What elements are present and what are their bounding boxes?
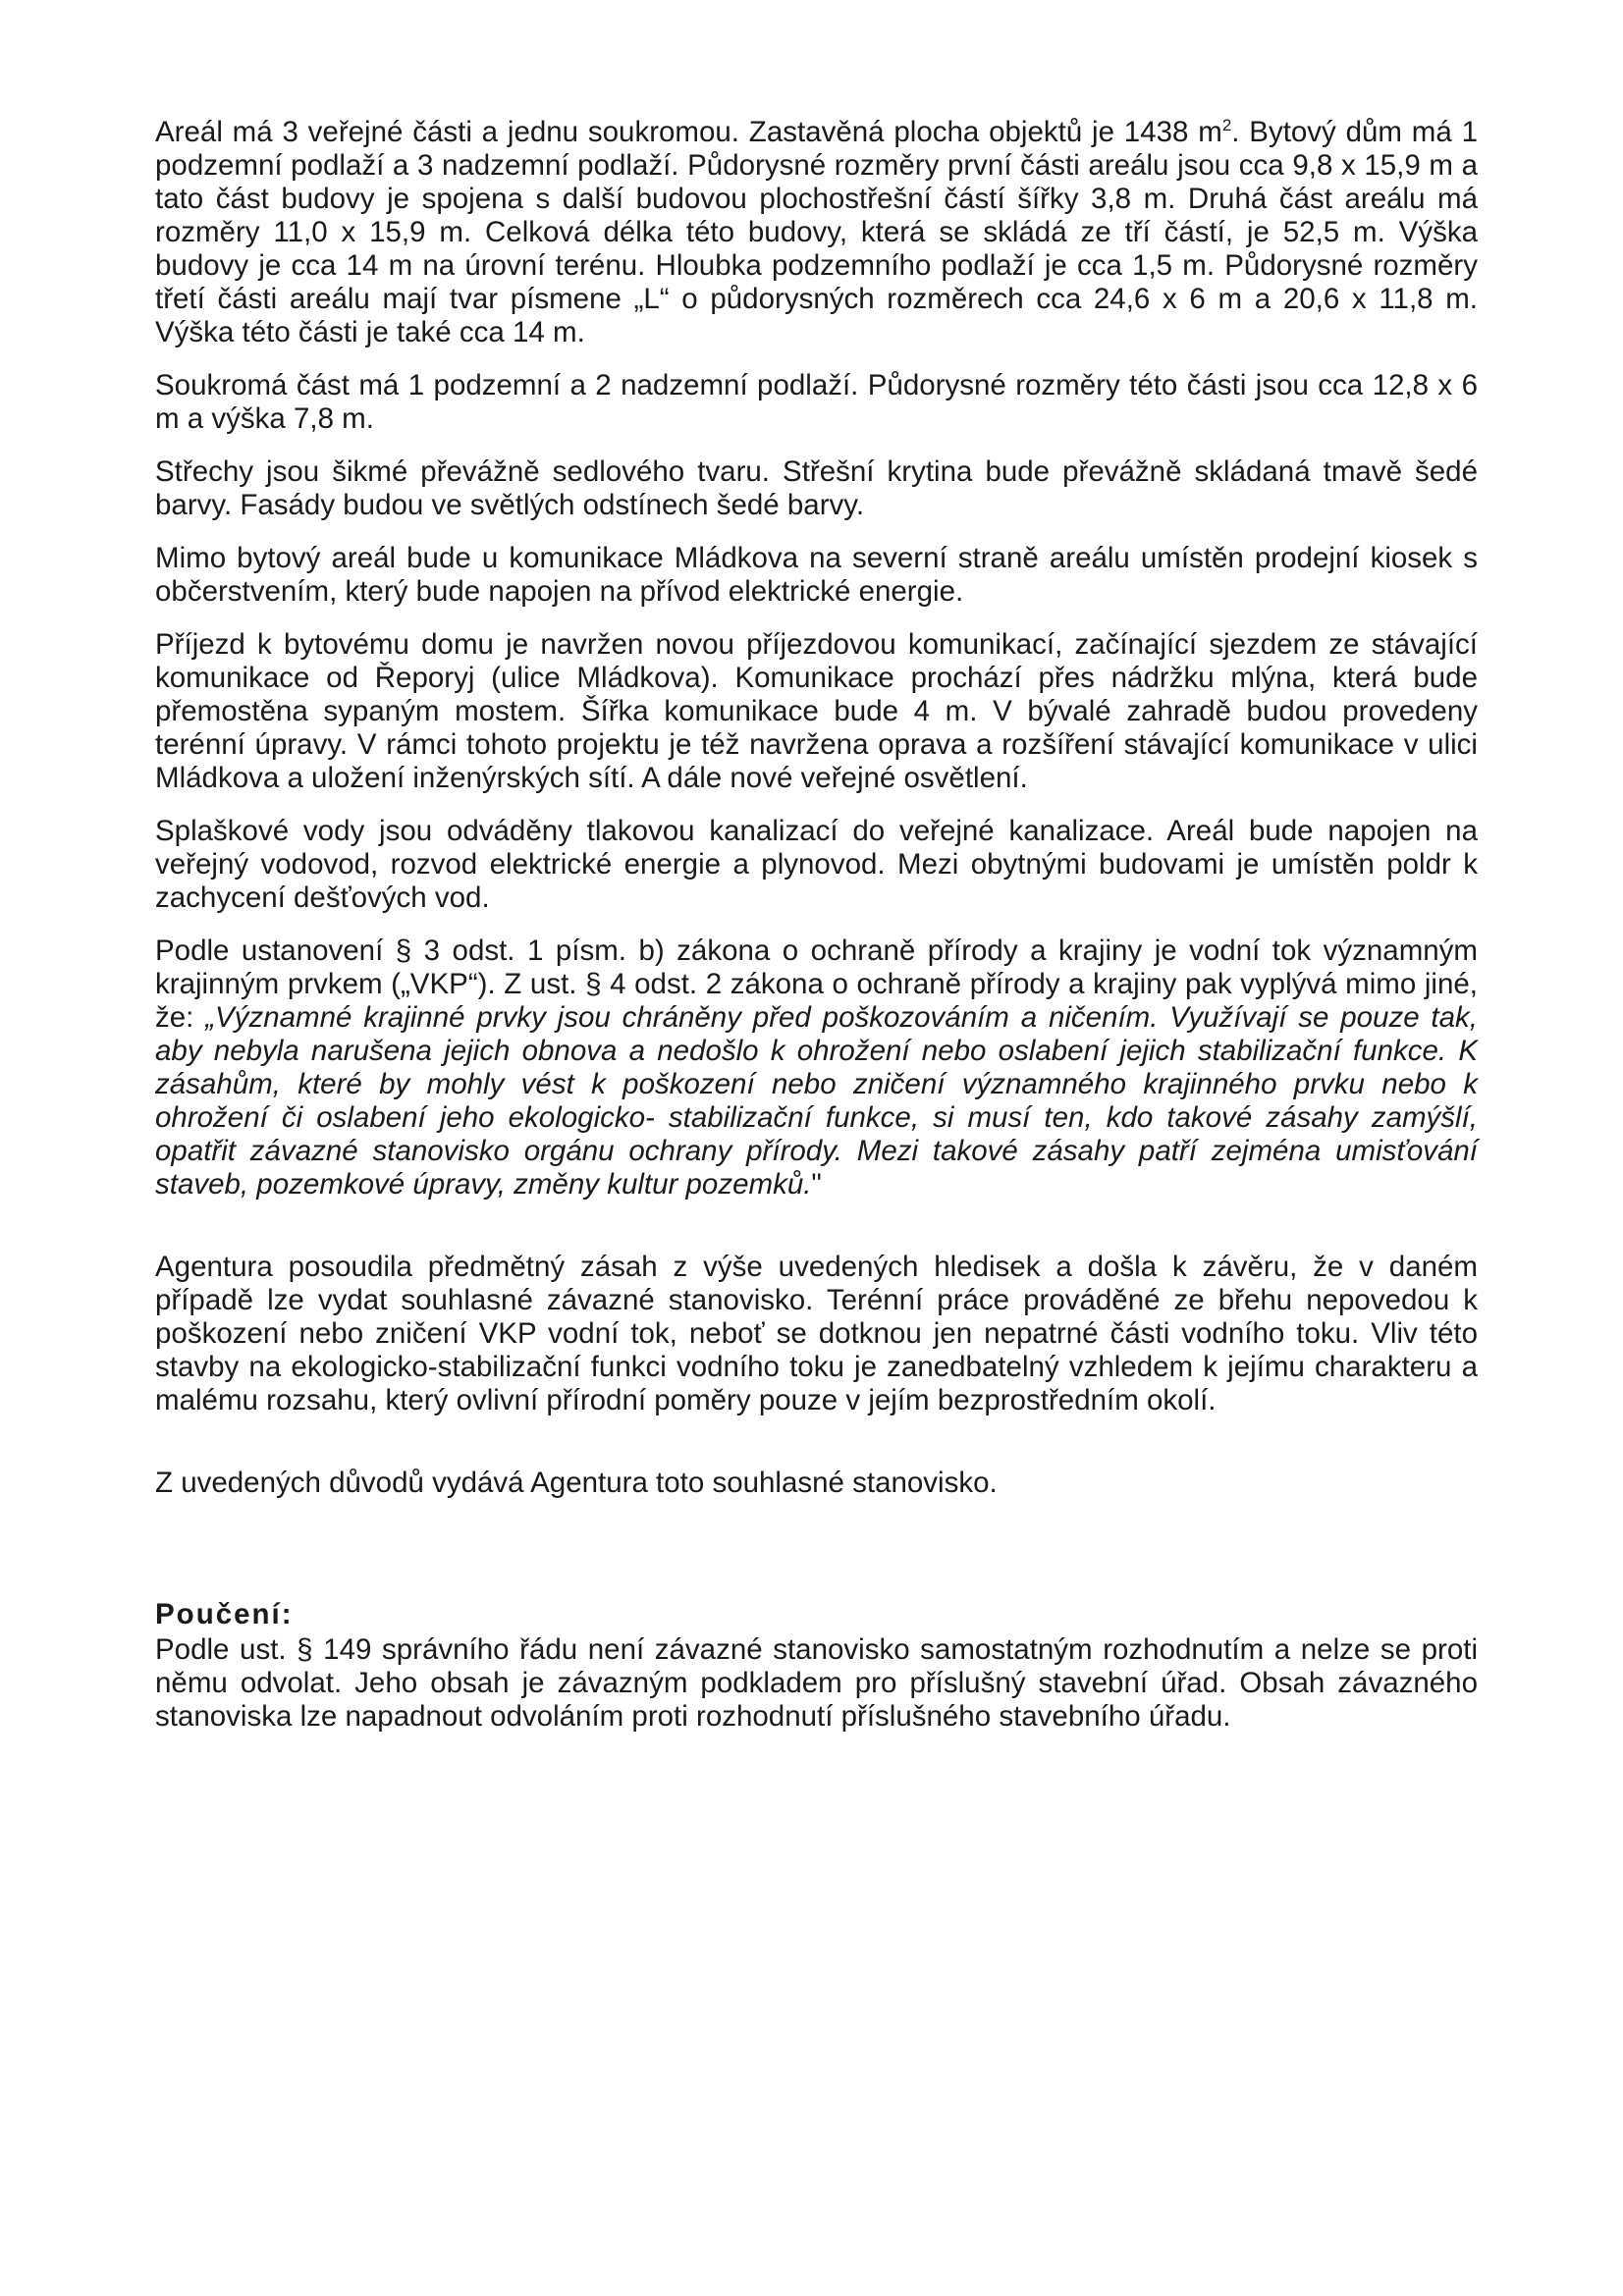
paragraph-pouceni: Podle ust. § 149 správního řádu není závazné stanovisko samostatným rozhodnutím a nelze se proti němu odvolat. Jeho obsah je závazným podkladem pro příslušný stavební úřad. Obsah závazného stanoviska lze napadnout odvoláním proti rozhodnutí příslušného stavebního úřadu.	[155, 1633, 1478, 1733]
paragraph-roofs: Střechy jsou šikmé převážně sedlového tvaru. Střešní krytina bude převážně skládaná tmavě šedé barvy. Fasády budou ve světlých odstínech šedé barvy.	[155, 455, 1478, 521]
paragraph-legal-basis	[155, 934, 1478, 1201]
paragraph-assessment: Agentura posoudila předmětný zásah z výše uvedených hledisek a došla k závěru, že v daném případě lze vydat souhlasné závazné stanovisko. Terénní práce prováděné ze břehu nepovedou k poškození nebo zničení VKP vodní tok, neboť se dotknou jen nepatrné části vodního toku. Vliv této stavby na ekologicko-stabilizační funkci vodního toku je zanedbatelný vzhledem k jejímu charakteru a malému rozsahu, který ovlivní přírodní poměry pouze v jejím bezprostředním okolí.	[155, 1251, 1478, 1416]
quote-end-mark: "	[811, 1168, 822, 1201]
paragraph-kiosk: Mimo bytový areál bude u komunikace Mládkova na severní straně areálu umístěn prodejní kiosek s občerstvením, který bude napojen na přívod elektrické energie.	[155, 542, 1478, 608]
paragraph-conclusion: Z uvedených důvodů vydává Agentura toto souhlasné stanovisko.	[155, 1467, 998, 1499]
paragraph-access-road: Příjezd k bytovému domu je navržen novou příjezdovou komunikací, začínající sjezdem ze stávající komunikace od Řeporyj (ulice Mládkova). Komunikace prochází přes nádržku mlýna, která bude přemostěna sypaným mostem. Šířka komunikace bude 4 m. V bývalé zahradě budou provedeny terénní úpravy. V rámci tohoto projektu je též navržena oprava a rozšíření stávající komunikace v ulici Mládkova a uložení inženýrských sítí. A dále nové veřejné osvětlení.	[155, 628, 1478, 794]
law-quote: „Významné krajinné prvky jsou chráněny před poškozováním a ničením. Využívají se pouze tak, aby nebyla narušena jejich obnova a nedošlo k ohrožení nebo oslabení jejich stabilizační funkce. K zásahům, které by mohly vést k poškození nebo zničení významného krajinného prvku nebo k ohrožení či oslabení jeho ekologicko- stabilizační funkce, si musí ten, kdo takové zásahy zamýšlí, opatřit závazné stanovisko orgánu ochrany přírody. Mezi takové zásahy patří zejména umisťování staveb, pozemkové úpravy, změny kultur pozemků.	[155, 1001, 1478, 1201]
paragraph-sewage: Splaškové vody jsou odváděny tlakovou kanalizací do veřejné kanalizace. Areál bude napojen na veřejný vodovod, rozvod elektrické energie a plynovod. Mezi obytnými budovami je umístěn poldr k zachycení dešťových vod.	[155, 815, 1478, 914]
document-page	[155, 116, 1478, 1734]
superscript-2: 2	[1221, 116, 1232, 135]
paragraph-areal-description	[155, 116, 1478, 349]
paragraph-text: Areál má 3 veřejné části a jednu soukromou. Zastavěná plocha objektů je 1438 m	[155, 116, 1222, 148]
section-spacer	[155, 1520, 1478, 1598]
paragraph-private-part: Soukromá část má 1 podzemní a 2 nadzemní podlaží. Půdorysné rozměry této části jsou cca 12,8 x 6 m a výška 7,8 m.	[155, 369, 1478, 435]
paragraph-text: Podle ustanovení § 3 odst. 1 písm. b) zákona o ochraně přírody a krajiny je vodní tok významným krajinným prvkem („VKP“). Z ust. § 4 odst. 2 zákona o ochraně přírody a krajiny pak vyplývá mimo jiné, že:	[155, 934, 1478, 1034]
paragraph-text: . Bytový dům má 1 podzemní podlaží a 3 nadzemní podlaží. Půdorysné rozměry první části areálu jsou cca 9,8 x 15,9 m a tato část budovy je spojena s další budovou plochostřešní částí šířky 3,8 m. Druhá část areálu má rozměry 11,0 x 15,9 m. Celková délka této budovy, která se skládá ze tří částí, je 52,5 m. Výška budovy je cca 14 m na úrovní terénu. Hloubka podzemního podlaží je cca 1,5 m. Půdorysné rozměry třetí části areálu mají tvar písmene „L“ o půdorysných rozměrech cca 24,6 x 6 m a 20,6 x 11,8 m. Výška této části je také cca 14 m.	[155, 116, 1478, 348]
section-heading-pouceni: Poučení:	[155, 1598, 294, 1630]
